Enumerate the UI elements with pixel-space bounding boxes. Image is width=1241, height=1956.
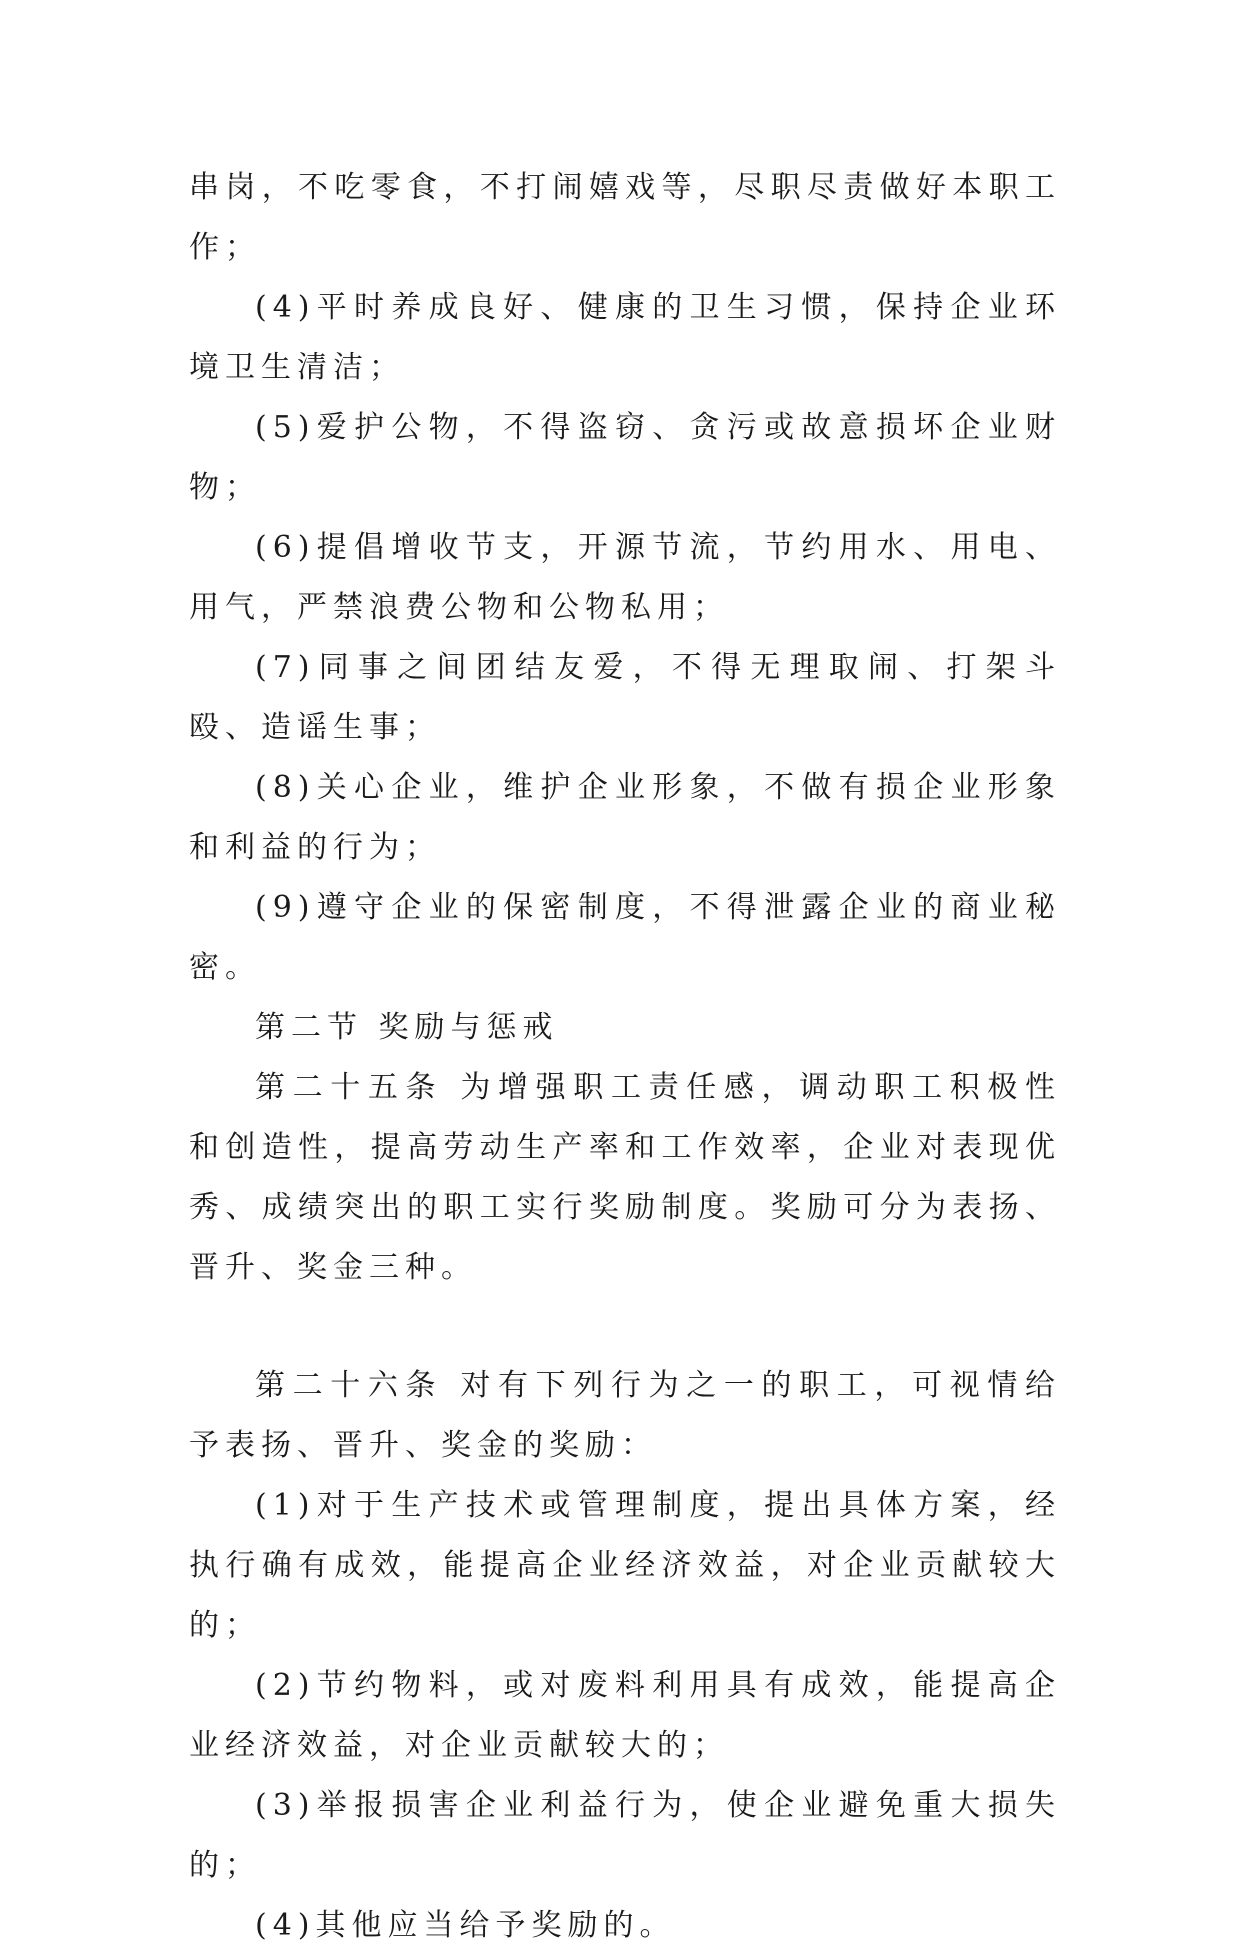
- paragraph: (9)遵守企业的保密制度，不得泄露企业的商业秘密。: [189, 890, 1061, 985]
- paragraph: 串岗，不吃零食，不打闹嬉戏等，尽职尽责做好本职工作；: [189, 170, 1061, 265]
- paragraph: (4)平时养成良好、健康的卫生习惯，保持企业环境卫生清洁；: [189, 290, 1061, 385]
- paragraph: (5)爱护公物，不得盗窃、贪污或故意损坏企业财物；: [189, 410, 1061, 505]
- paragraph-spacer: [189, 1298, 1061, 1356]
- paragraph: (7)同事之间团结友爱，不得无理取闹、打架斗殴、造谣生事；: [189, 650, 1061, 745]
- list-item: (1)对于生产技术或管理制度，提出具体方案，经执行确有成效，能提高企业经济效益，对企业贡献较大的；: [189, 1488, 1061, 1643]
- list-item: (4)其他应当给予奖励的。: [255, 1908, 676, 1943]
- section-heading: 第二节 奖励与惩戒: [255, 1010, 559, 1045]
- list-item: (2)节约物料，或对废料利用具有成效，能提高企业经济效益，对企业贡献较大的；: [189, 1668, 1061, 1763]
- paragraph: (6)提倡增收节支，开源节流，节约用水、用电、用气，严禁浪费公物和公物私用；: [189, 530, 1061, 625]
- document-body: [189, 158, 1061, 1956]
- paragraph: (8)关心企业，维护企业形象，不做有损企业形象和利益的行为；: [189, 770, 1061, 865]
- list-item: (3)举报损害企业利益行为，使企业避免重大损失的；: [189, 1788, 1061, 1883]
- article-paragraph: 第二十五条 为增强职工责任感，调动职工积极性和创造性，提高劳动生产率和工作效率，企业对表现优秀、成绩突出的职工实行奖励制度。奖励可分为表扬、晋升、奖金三种。: [189, 1070, 1061, 1285]
- article-paragraph: 第二十六条 对有下列行为之一的职工，可视情给予表扬、晋升、奖金的奖励：: [189, 1368, 1061, 1463]
